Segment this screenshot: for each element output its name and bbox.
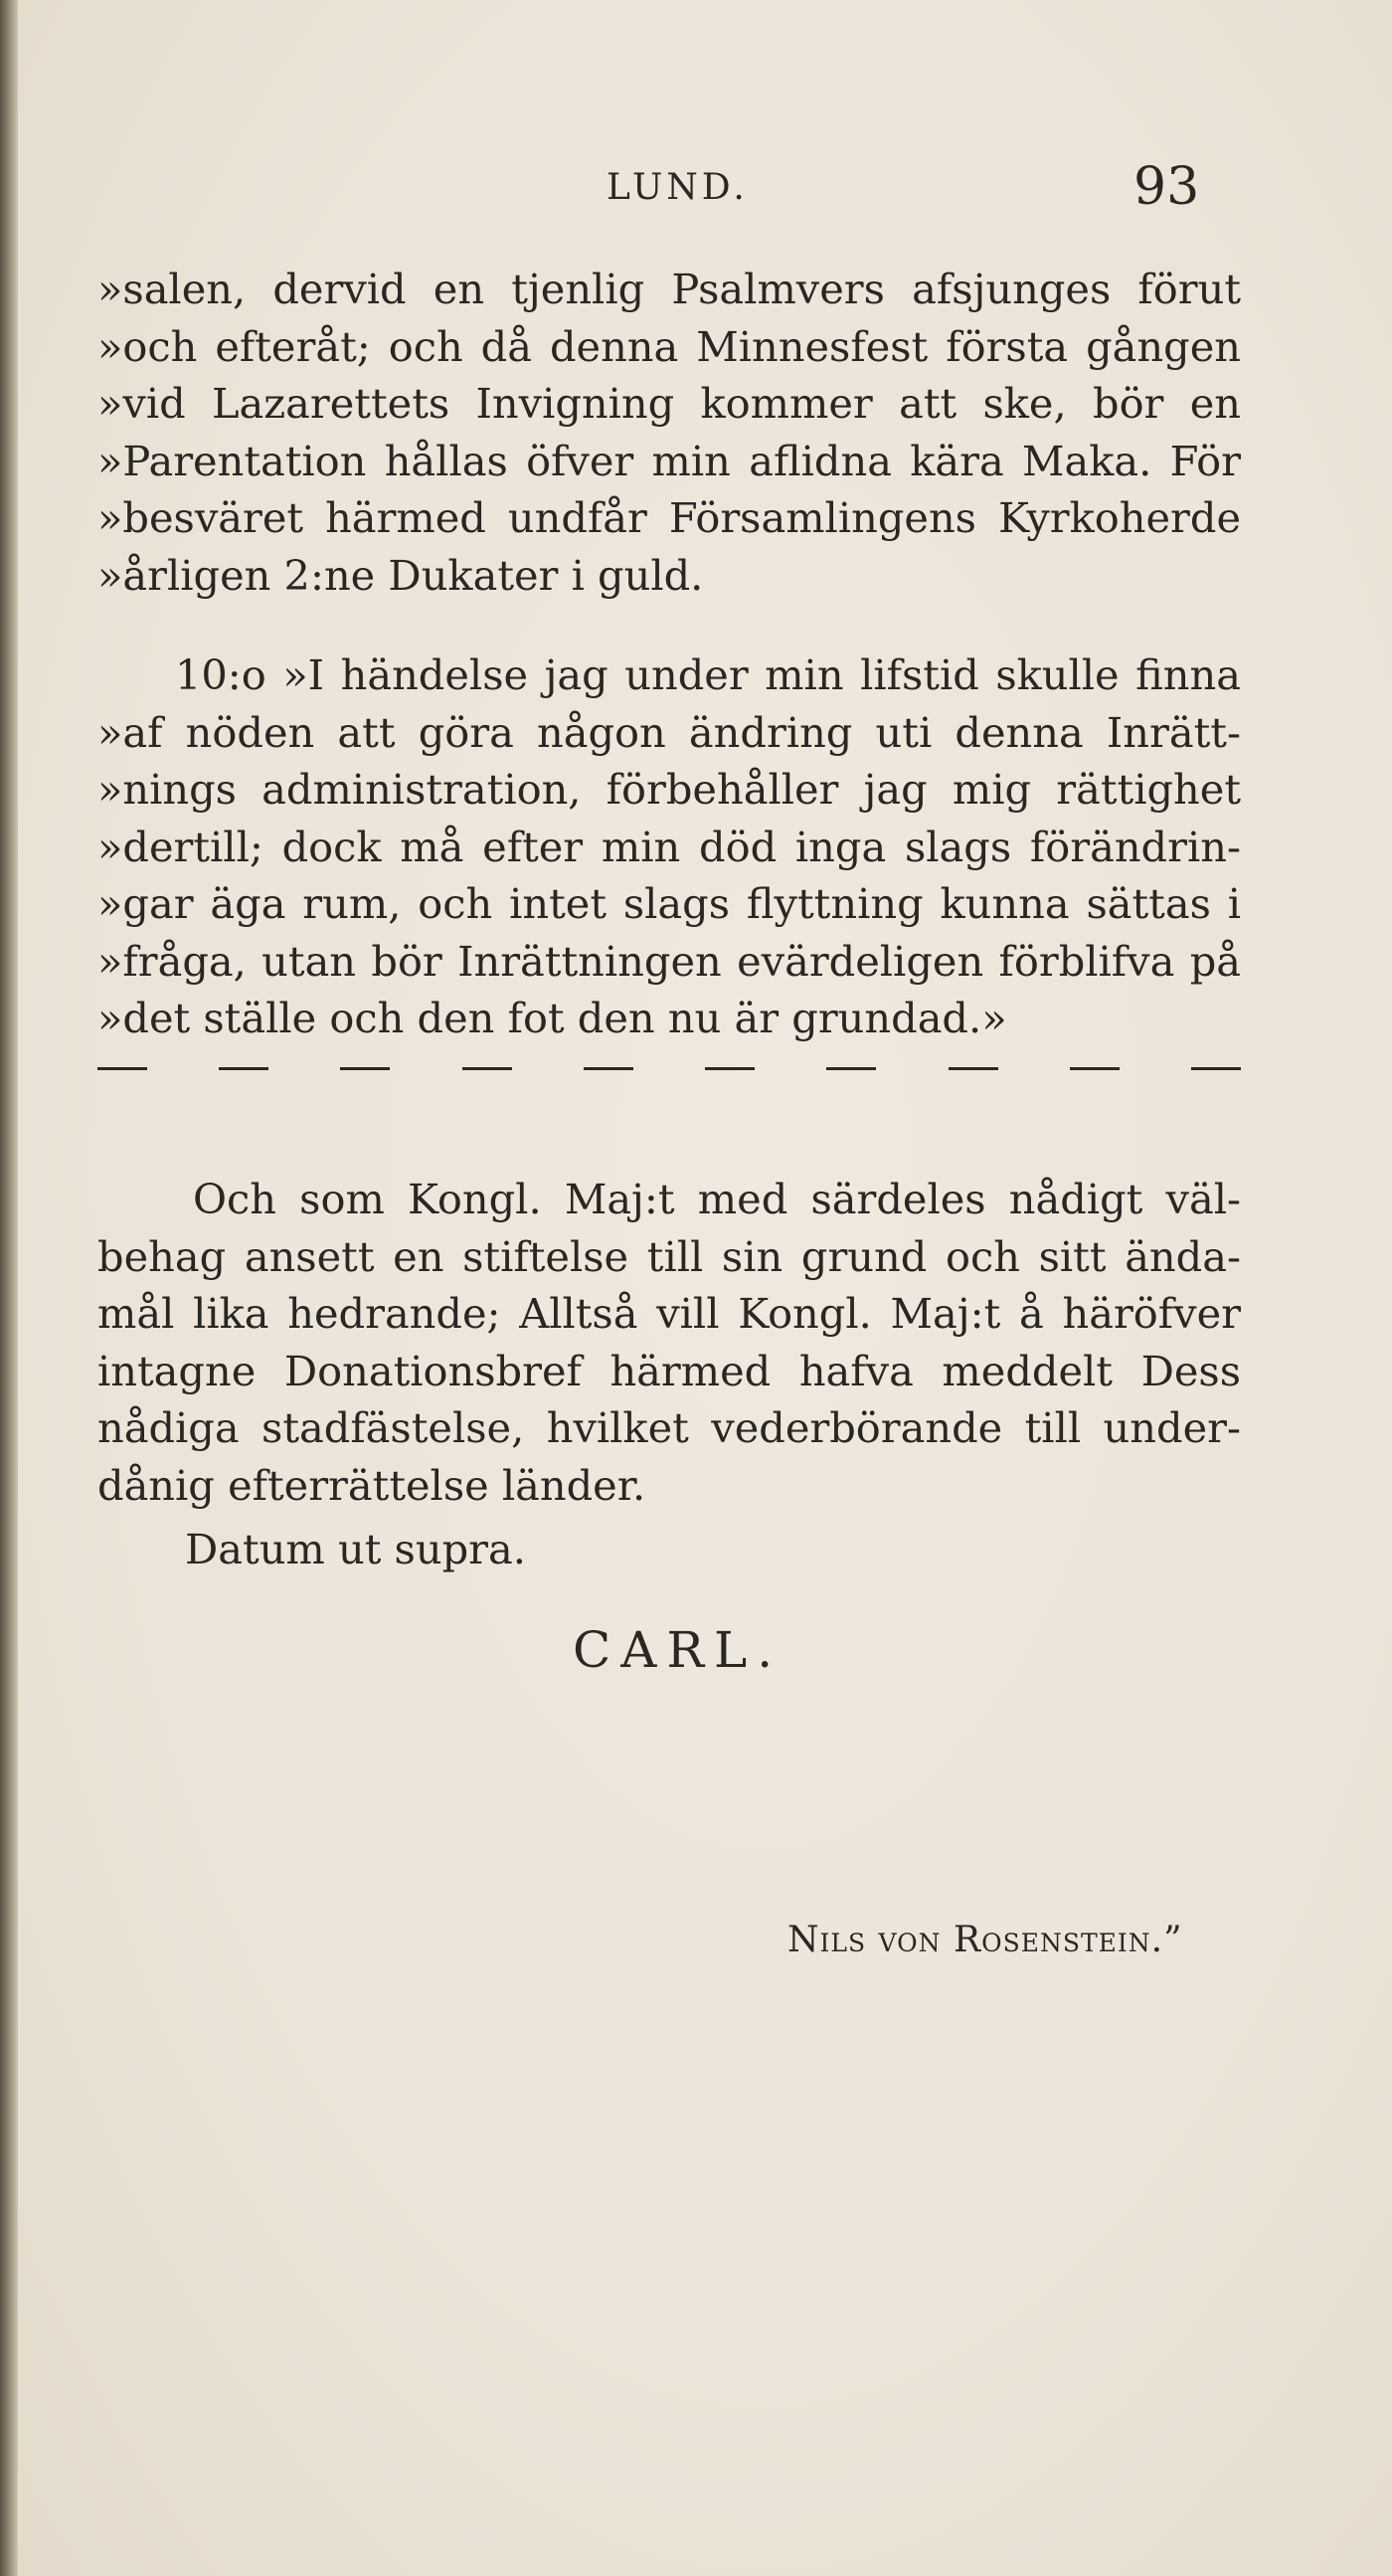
text-line: 10:o »I händelse jag under min lifstid skulle finna [175, 650, 1241, 699]
text-line: Och som Kongl. Maj:t med särdeles nådigt väl- [193, 1175, 1241, 1223]
dash [705, 1067, 755, 1070]
dash [97, 1067, 147, 1070]
countersignature: Nils von Rosenstein.” [787, 1920, 1183, 1960]
text-line: »och efteråt; och då denna Minnesfest första gången [97, 321, 1241, 371]
dash [584, 1067, 633, 1070]
dash [1191, 1067, 1241, 1070]
running-header [0, 157, 1392, 227]
text-line: »besväret härmed undfår Församlingens Kyrkoherde [97, 493, 1241, 542]
text-line: »vid Lazarettets Invigning kommer att ske, bör en [97, 379, 1241, 428]
text-line: »nings administration, förbehåller jag mig rättighet [97, 765, 1241, 814]
text-line: mål lika hedrande; Alltså vill Kongl. Maj:t å häröfver [97, 1289, 1241, 1338]
text-line: »af nöden att göra någon ändring uti denna Inrätt- [97, 707, 1241, 757]
paragraph-clause-10 [97, 646, 1241, 1047]
text-line: »fråga, utan bör Inrättningen evärdeligen förblifva på [97, 936, 1241, 986]
royal-signature: CARL. [573, 1621, 783, 1679]
section-divider-dashes [97, 1067, 1241, 1070]
text-line: behag ansett en stiftelse till sin grund och sitt ända- [97, 1231, 1241, 1281]
book-spine-edge [0, 0, 18, 2576]
dash [1070, 1067, 1120, 1070]
dateline: Datum ut supra. [185, 1525, 526, 1573]
text-line: »Parentation hållas öfver min aflidna kära Maka. För [97, 436, 1241, 485]
page-number: 93 [1133, 157, 1200, 217]
text-line: nådiga stadfästelse, hvilket vederbörande till under- [97, 1403, 1241, 1452]
running-title: LUND. [607, 167, 749, 208]
dash [340, 1067, 390, 1070]
paragraph-royal-confirmation [97, 1171, 1241, 1514]
text-line: »årligen 2:ne Dukater i guld. [97, 550, 704, 600]
dash [219, 1067, 268, 1070]
text-line: dånig efterrättelse länder. [97, 1460, 646, 1510]
text-line: intagne Donationsbref härmed hafva meddelt Dess [97, 1346, 1241, 1395]
dash [826, 1067, 876, 1070]
dash [462, 1067, 512, 1070]
text-line: »det ställe och den fot den nu är grundad.» [97, 994, 1007, 1042]
dash [949, 1067, 998, 1070]
paragraph-quoted-continuation [97, 261, 1241, 604]
text-line: »gar äga rum, och intet slags flyttning kunna sättas i [97, 879, 1241, 928]
text-line: »dertill; dock må efter min död inga slags förändrin- [97, 822, 1241, 871]
text-line: »salen, dervid en tjenlig Psalmvers afsjunges förut [97, 265, 1241, 313]
